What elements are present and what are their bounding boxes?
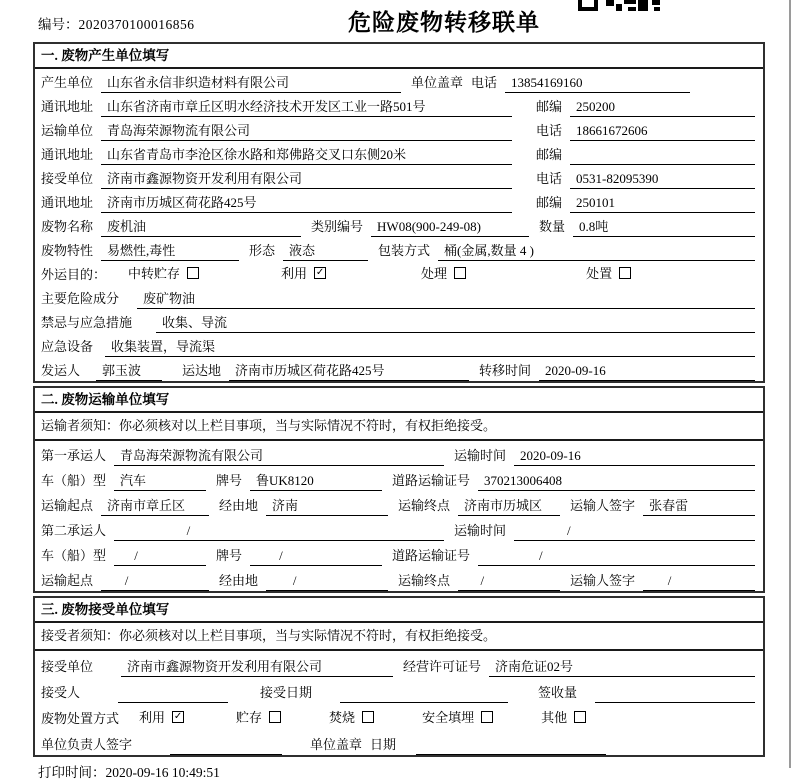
form-row (35, 261, 763, 285)
field-label: 接受人 (41, 685, 81, 700)
form-row (35, 117, 763, 141)
field-value (101, 98, 512, 117)
form-row (35, 213, 763, 237)
field-label: 形态 (249, 243, 276, 258)
field-value (114, 547, 206, 566)
field-value-text: 收集、导流 (162, 315, 228, 330)
checkbox-unchecked-icon (619, 267, 631, 279)
field-value (156, 314, 755, 333)
field-label: 车（船）型 (41, 473, 107, 488)
field-value (101, 242, 239, 261)
field-label: 发运人 (41, 363, 81, 378)
field-value (101, 146, 512, 165)
field-label: 单位负责人签字 (41, 737, 133, 752)
field-value-text: 济南危证02号 (495, 659, 574, 674)
field-label: 道路运输证号 (392, 473, 471, 488)
field-value-text: 济南市章丘区 (107, 498, 186, 513)
form-row (35, 237, 763, 261)
field-value-text: 250200 (576, 99, 615, 114)
field-label: 车（船）型 (41, 548, 107, 563)
checkbox-group (541, 707, 586, 729)
field-value (101, 218, 301, 237)
form-row (35, 566, 763, 591)
page-edge-line (789, 0, 791, 768)
field-value-text: / (292, 573, 297, 588)
field-value (250, 547, 382, 566)
field-label: 转移时间 (479, 363, 532, 378)
field-value-text: 济南市鑫源物资开发利用有限公司 (107, 171, 303, 186)
form-row (35, 677, 763, 703)
field-value (283, 242, 368, 261)
field-value-text: 废矿物油 (143, 291, 196, 306)
field-value (643, 497, 755, 516)
form-title: 危险废物转移联单 (348, 10, 540, 35)
field-value-text: 250101 (576, 195, 615, 210)
field-value-text: 汽车 (120, 473, 147, 488)
field-label: 废物处置方式 (41, 711, 120, 726)
field-value (101, 572, 209, 591)
field-label: 日期 (370, 737, 397, 752)
serial-label: 编号： (38, 17, 79, 32)
field-value (438, 242, 755, 261)
form-row (35, 309, 763, 333)
field-label: 运输起点 (41, 573, 94, 588)
field-label: 接受单位 (41, 659, 94, 674)
field-label: 运输人签字 (570, 498, 636, 513)
field-value-text (416, 736, 606, 753)
form-row (35, 729, 763, 755)
field-value (114, 472, 206, 491)
checkbox-group (128, 263, 199, 285)
field-label: 签收量 (538, 685, 578, 700)
form-header (0, 0, 796, 42)
checkbox-group (586, 263, 631, 285)
field-value-text: 济南市鑫源物资开发利用有限公司 (127, 659, 323, 674)
checkbox-label: 处置 (586, 266, 613, 281)
field-value-text: / (279, 548, 283, 563)
field-label: 运输单位 (41, 123, 94, 138)
field-value (570, 170, 755, 189)
checkbox-unchecked-icon (362, 711, 374, 723)
checkbox-label: 处理 (421, 266, 448, 281)
form-row (35, 703, 763, 729)
field-value (118, 684, 228, 703)
checkbox-unchecked-icon (481, 711, 493, 723)
field-value (114, 522, 444, 541)
form-row (35, 516, 763, 541)
form-row (35, 141, 763, 165)
field-value-text: 2020-09-16 (520, 448, 581, 463)
field-value-text: / (480, 573, 485, 588)
field-value (539, 362, 755, 381)
field-value (489, 658, 755, 677)
serial-number (38, 13, 195, 33)
field-label: 运输终点 (398, 573, 451, 588)
section-title: 一. 废物产生单位填写 (35, 44, 763, 69)
field-value-text: / (667, 573, 672, 588)
field-label: 废物名称 (41, 219, 94, 234)
field-value-text (118, 684, 228, 701)
field-value-text: 370213006408 (484, 473, 563, 488)
field-label: 废物特性 (41, 243, 94, 258)
field-value (643, 572, 755, 591)
field-label: 运输时间 (454, 448, 507, 463)
field-label: 应急设备 (41, 339, 94, 354)
field-value (114, 447, 444, 466)
field-label: 邮编 (535, 99, 562, 114)
field-value (514, 447, 755, 466)
field-label: 电话 (471, 75, 498, 90)
field-value-text: 桶(金属,数量 4 ) (444, 243, 534, 258)
field-value-text: 0.8吨 (579, 219, 609, 234)
field-value (458, 497, 560, 516)
field-value-text (340, 684, 508, 701)
field-value (458, 572, 560, 591)
field-label: 主要危险成分 (41, 291, 120, 306)
checkbox-group (281, 263, 326, 285)
field-label: 外运目的： (41, 267, 107, 282)
field-label: 运输人签字 (570, 573, 636, 588)
form-row (35, 441, 763, 466)
checkbox-label: 安全填埋 (422, 710, 475, 725)
field-value (266, 497, 388, 516)
print-time (38, 761, 796, 781)
form-row (35, 491, 763, 516)
checkbox-unchecked-icon (187, 267, 199, 279)
field-value-text: 济南市历城区荷花路425号 (235, 363, 385, 378)
section-title: 三. 废物接受单位填写 (35, 598, 763, 623)
serial-value: 2020370100016856 (78, 17, 195, 32)
checkbox-group (329, 707, 374, 729)
field-value (170, 736, 282, 755)
form-row (35, 165, 763, 189)
field-value (105, 338, 755, 357)
field-value-text: 易燃性,毒性 (107, 243, 176, 258)
field-label: 牌号 (216, 548, 243, 563)
checkbox-label: 利用 (139, 710, 166, 725)
field-value-text: 13854169160 (511, 75, 583, 90)
form-row (35, 466, 763, 491)
form-row (35, 357, 763, 381)
field-value-text: / (567, 523, 571, 538)
field-label: 经由地 (219, 573, 259, 588)
field-label: 运输时间 (454, 523, 507, 538)
field-label: 牌号 (216, 473, 243, 488)
field-value (101, 122, 512, 141)
field-value-text: 0531-82095390 (576, 171, 659, 186)
field-label: 单位盖章 (411, 75, 464, 90)
checkbox-group (236, 707, 281, 729)
field-label: 电话 (535, 171, 562, 186)
field-value-text: / (134, 548, 138, 563)
field-value-text: / (186, 523, 191, 538)
checkbox-checked-icon: ✓ (315, 266, 325, 278)
field-value (478, 547, 755, 566)
section-title: 二. 废物运输单位填写 (35, 388, 763, 413)
field-label: 电话 (535, 123, 562, 138)
field-value (250, 472, 382, 491)
field-value-text: 液态 (289, 243, 316, 258)
field-label: 接受日期 (260, 685, 313, 700)
field-value (96, 362, 162, 381)
qr-code-fragment-icon (578, 0, 662, 11)
field-value (266, 572, 388, 591)
checkbox-label: 焚烧 (329, 710, 356, 725)
checkbox-label: 利用 (281, 266, 308, 281)
form-row (35, 285, 763, 309)
field-label: 运输起点 (41, 498, 94, 513)
form-row (35, 541, 763, 566)
field-label: 产生单位 (41, 75, 94, 90)
field-value-text: 2020-09-16 (545, 363, 606, 378)
field-label: 运达地 (182, 363, 222, 378)
field-label: 邮编 (535, 195, 562, 210)
field-value-text (170, 736, 282, 753)
waste-receiver-section (33, 596, 765, 757)
checkbox-group (139, 707, 184, 729)
field-value (595, 684, 755, 703)
field-label: 通讯地址 (41, 99, 94, 114)
print-time-label: 打印时间： (38, 765, 106, 780)
field-value (570, 146, 755, 165)
checkbox-unchecked-icon (574, 711, 586, 723)
field-value (229, 362, 469, 381)
field-label: 禁忌与应急措施 (41, 315, 133, 330)
checkbox-label: 中转贮存 (128, 266, 181, 281)
field-value-text: 山东省济南市章丘区明水经济技术开发区工业一路501号 (107, 99, 426, 114)
field-label: 接受单位 (41, 171, 94, 186)
field-value-text (595, 684, 755, 701)
field-value-text: / (124, 573, 129, 588)
field-label: 经由地 (219, 498, 259, 513)
field-value-text: 青岛海荣源物流有限公司 (120, 448, 264, 463)
field-label: 单位盖章 (310, 737, 363, 752)
form-body (33, 42, 765, 757)
form-row (35, 333, 763, 357)
field-value (570, 194, 755, 213)
checkbox-group (421, 263, 466, 285)
field-label: 邮编 (535, 147, 562, 162)
field-value (340, 684, 508, 703)
checkbox-group (422, 707, 493, 729)
field-label: 通讯地址 (41, 195, 94, 210)
field-value (101, 74, 401, 93)
print-time-value: 2020-09-16 10:49:51 (105, 765, 220, 780)
field-label: 运输终点 (398, 498, 451, 513)
field-value-text: 济南 (272, 498, 299, 513)
field-value-text: 山东省青岛市李沧区徐水路和郑佛路交叉口东侧20米 (107, 147, 407, 162)
field-value-text: 山东省永信非织造材料有限公司 (107, 75, 290, 90)
field-value-text: 济南市历城区 (464, 498, 543, 513)
field-value (570, 98, 755, 117)
checkbox-label: 贮存 (236, 710, 263, 725)
field-value (570, 122, 755, 141)
field-value-text: 废机油 (107, 219, 147, 234)
field-value-text: 18661672606 (576, 123, 648, 138)
field-value-text: HW08(900-249-08) (377, 219, 482, 234)
form-row (35, 189, 763, 213)
form-row (35, 93, 763, 117)
field-label: 道路运输证号 (392, 548, 471, 563)
field-label: 第二承运人 (41, 523, 107, 538)
field-value-text: 青岛海荣源物流有限公司 (107, 123, 251, 138)
field-label: 类别编号 (311, 219, 364, 234)
waste-transporter-section (33, 386, 765, 593)
field-value-text (570, 146, 755, 163)
field-value (573, 218, 755, 237)
field-value (478, 472, 755, 491)
checkbox-label: 其他 (541, 710, 568, 725)
field-value-text: 济南市历城区荷花路425号 (107, 195, 257, 210)
field-value (371, 218, 529, 237)
checkbox-unchecked-icon (454, 267, 466, 279)
field-value (416, 736, 606, 755)
section-notice: 接受者须知：你必须核对以上栏目事项，当与实际情况不符时，有权拒绝接受。 (35, 623, 763, 651)
field-value-text: 鲁UK8120 (256, 473, 314, 488)
field-value (121, 658, 393, 677)
checkbox-checked-icon: ✓ (173, 710, 183, 722)
field-value (505, 74, 690, 93)
field-label: 包装方式 (378, 243, 431, 258)
field-value (514, 522, 755, 541)
field-value-text: 张春雷 (649, 498, 689, 513)
form-row (35, 69, 763, 93)
section-notice: 运输者须知：你必须核对以上栏目事项，当与实际情况不符时，有权拒绝接受。 (35, 413, 763, 441)
checkbox-unchecked-icon (269, 711, 281, 723)
field-label: 数量 (539, 219, 566, 234)
field-label: 第一承运人 (41, 448, 107, 463)
field-value (101, 497, 209, 516)
field-value-text: 郭玉波 (102, 363, 142, 378)
form-row (35, 651, 763, 677)
waste-generator-section (33, 42, 765, 383)
field-label: 通讯地址 (41, 147, 94, 162)
field-value (137, 290, 755, 309)
field-label: 经营许可证号 (403, 659, 482, 674)
field-value (101, 194, 512, 213)
field-value-text: 收集装置，导流渠 (111, 339, 216, 354)
field-value-text: / (538, 548, 543, 563)
field-value (101, 170, 512, 189)
